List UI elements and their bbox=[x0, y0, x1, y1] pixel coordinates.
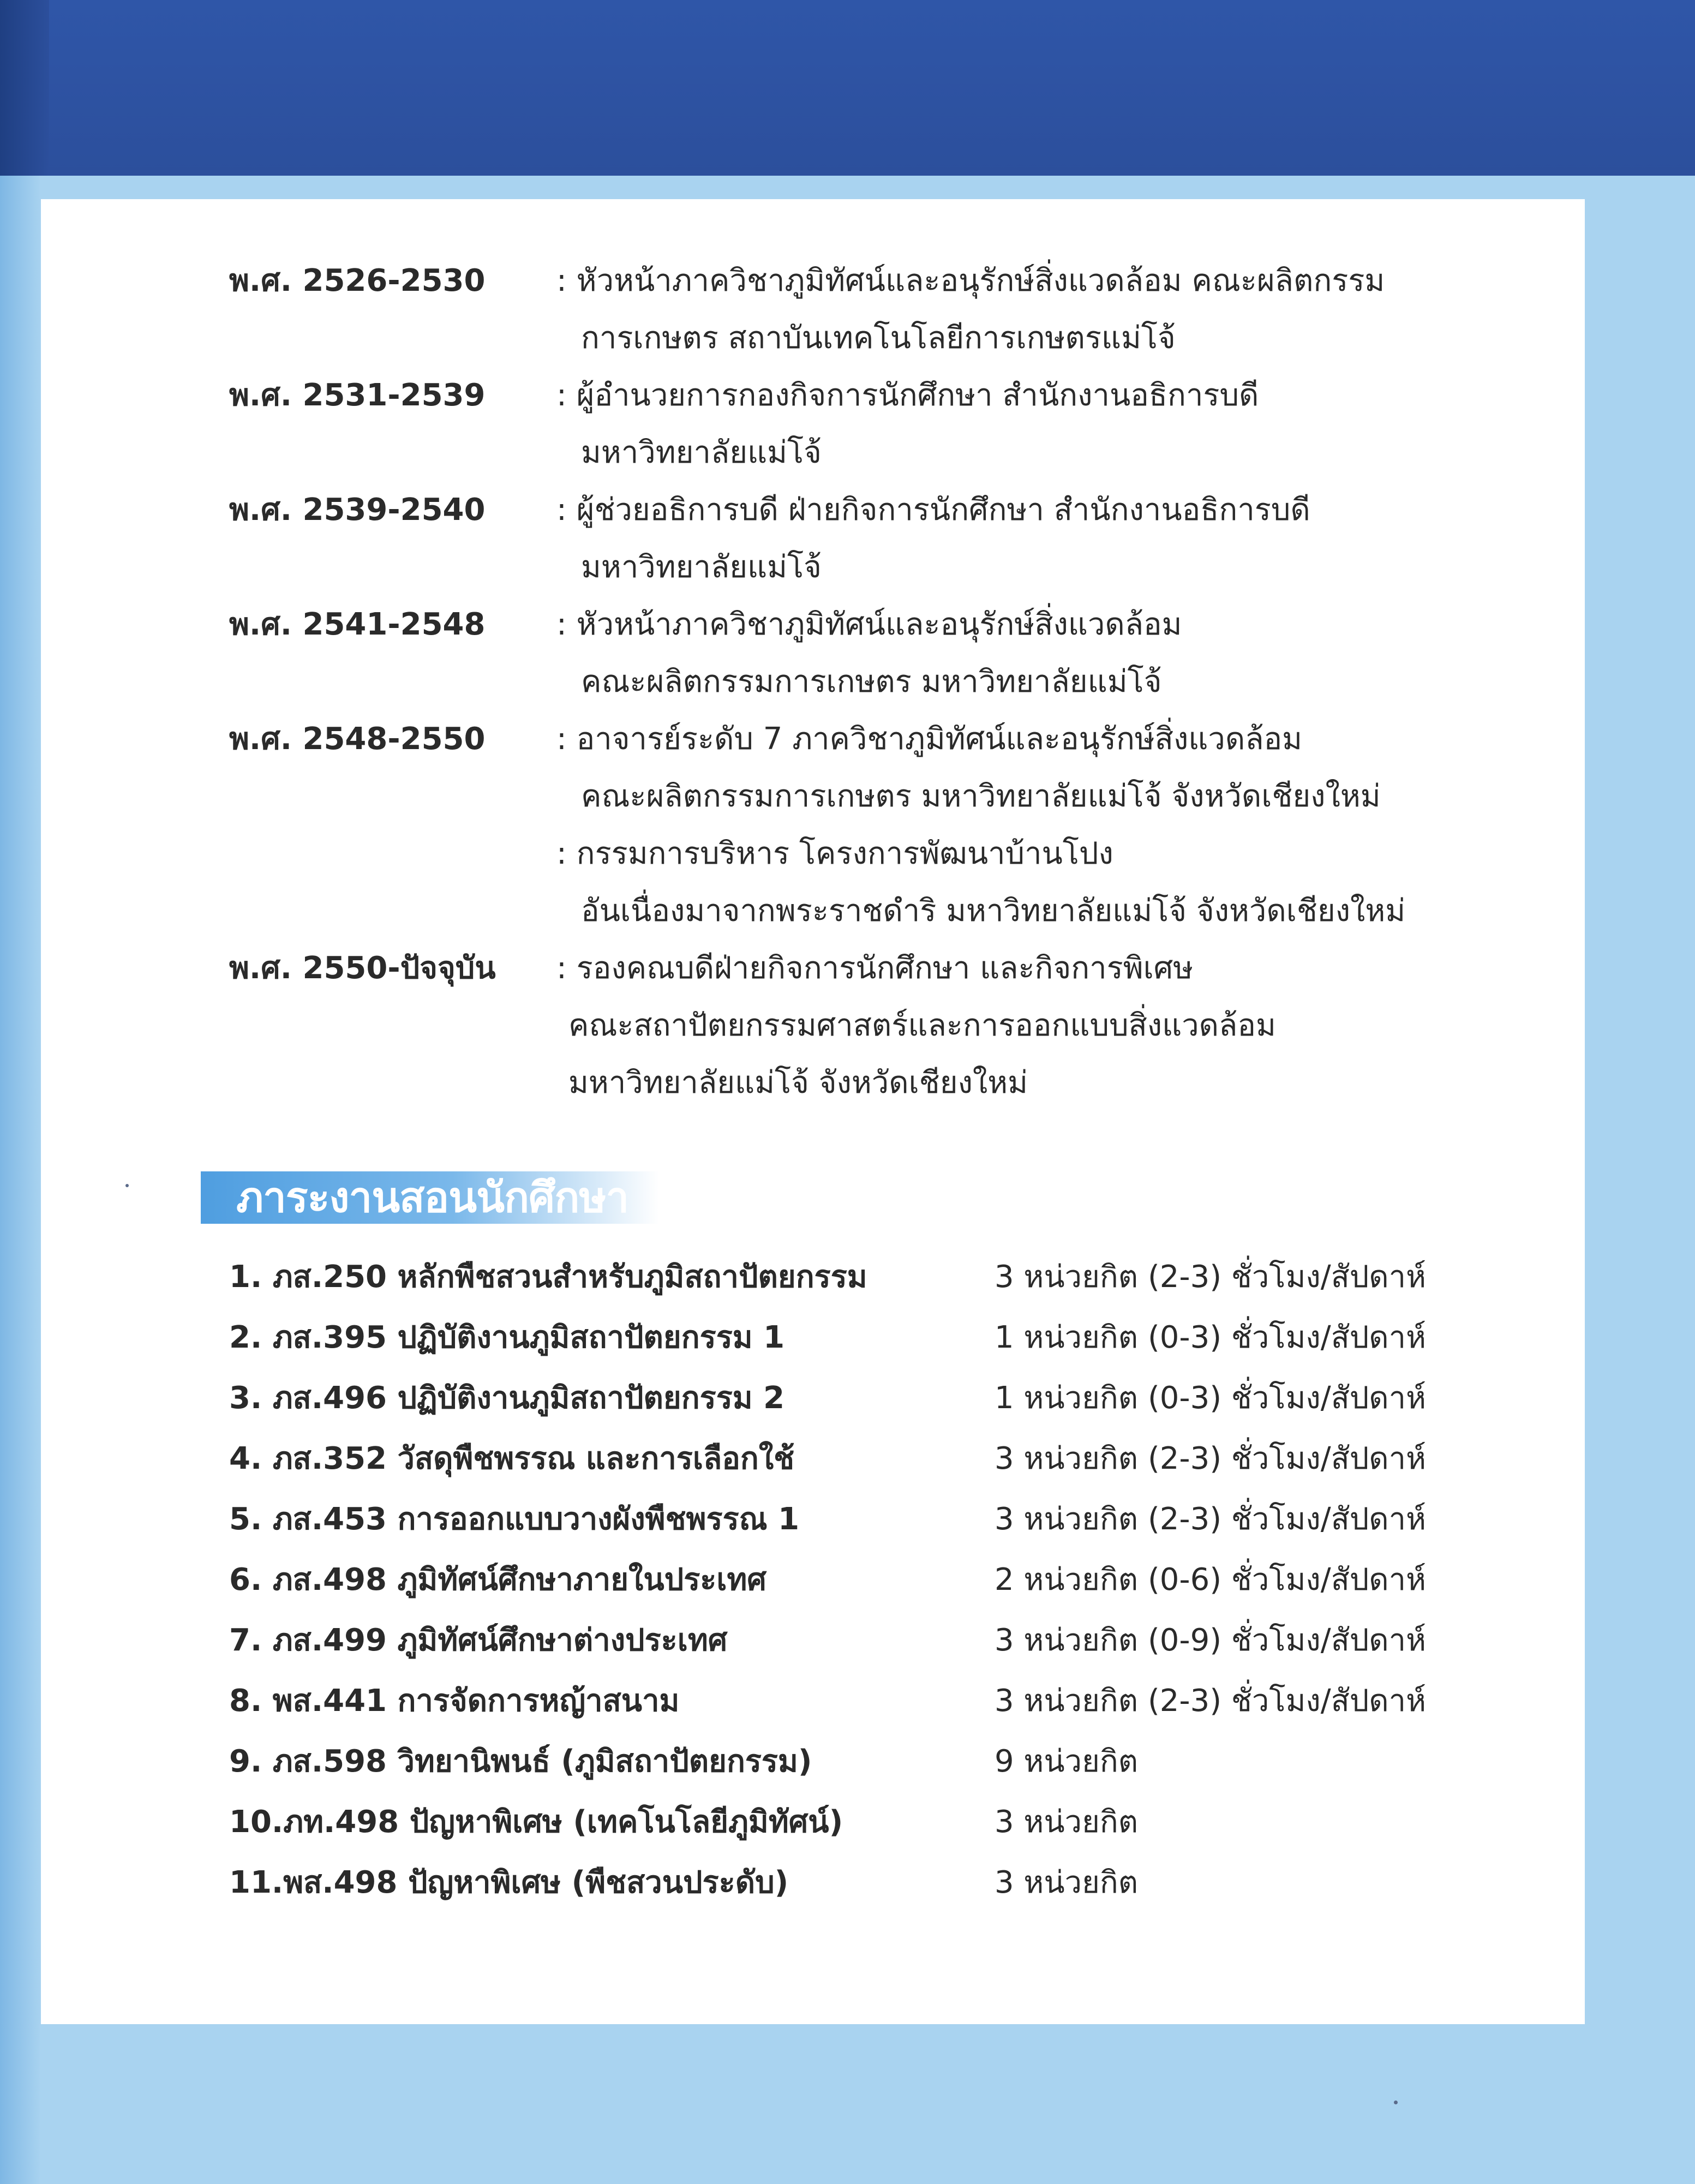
course-name: 5. ภส.453 การออกแบบวางผังพืชพรรณ 1 bbox=[229, 1501, 800, 1537]
career-description bbox=[556, 596, 1429, 710]
career-line: คณะผลิตกรรมการเกษตร มหาวิทยาลัยแม่โจ้ จังหวัดเชียงใหม่ bbox=[581, 779, 1381, 814]
header-band bbox=[0, 0, 1695, 176]
course-name: 6. ภส.498 ภูมิทัศน์ศึกษาภายในประเทศ bbox=[229, 1562, 766, 1597]
career-period bbox=[229, 825, 556, 940]
course-name: 9. ภส.598 วิทยานิพนธ์ (ภูมิสถาปัตยกรรม) bbox=[229, 1744, 812, 1779]
career-line: : อาจารย์ระดับ 7 ภาควิชาภูมิทัศน์และอนุรักษ์สิ่งแวดล้อม bbox=[556, 721, 1303, 757]
career-row bbox=[229, 596, 1429, 710]
career-period: พ.ศ. 2531-2539 bbox=[229, 378, 486, 413]
list-item bbox=[229, 1610, 1484, 1671]
header-band-edge bbox=[0, 0, 49, 176]
career-row bbox=[229, 252, 1429, 367]
course-name: 3. ภส.496 ปฏิบัติงานภูมิสถาปัตยกรรม 2 bbox=[229, 1380, 785, 1416]
career-line: : หัวหน้าภาควิชาภูมิทัศน์และอนุรักษ์สิ่งแวดล้อม bbox=[556, 607, 1182, 642]
career-row bbox=[229, 481, 1429, 596]
career-period: พ.ศ. 2539-2540 bbox=[229, 492, 486, 528]
career-period: พ.ศ. 2550-ปัจจุบัน bbox=[229, 950, 496, 986]
course-name: 7. ภส.499 ภูมิทัศน์ศึกษาต่างประเทศ bbox=[229, 1623, 728, 1658]
career-row bbox=[229, 825, 1429, 940]
list-item bbox=[229, 1671, 1484, 1731]
list-item bbox=[229, 1428, 1484, 1489]
page-left-strip bbox=[0, 176, 41, 2184]
career-line: คณะผลิตกรรมการเกษตร มหาวิทยาลัยแม่โจ้ bbox=[581, 664, 1162, 699]
list-item bbox=[229, 1852, 1484, 1913]
list-item bbox=[229, 1307, 1484, 1368]
course-credit: 3 หน่วยกิต bbox=[995, 1804, 1139, 1840]
course-credit: 1 หน่วยกิต (0-3) ชั่วโมง/สัปดาห์ bbox=[995, 1320, 1427, 1355]
course-credit: 3 หน่วยกิต (2-3) ชั่วโมง/สัปดาห์ bbox=[995, 1441, 1427, 1476]
course-name: 2. ภส.395 ปฏิบัติงานภูมิสถาปัตยกรรม 1 bbox=[229, 1320, 785, 1355]
course-name: 10.ภท.498 ปัญหาพิเศษ (เทคโนโลยีภูมิทัศน์) bbox=[229, 1804, 843, 1840]
list-item bbox=[229, 1247, 1484, 1307]
course-credit: 2 หน่วยกิต (0-6) ชั่วโมง/สัปดาห์ bbox=[995, 1562, 1427, 1597]
career-description bbox=[556, 481, 1429, 596]
list-item bbox=[229, 1368, 1484, 1428]
career-line: คณะสถาปัตยกรรมศาสตร์และการออกแบบสิ่งแวดล้อม bbox=[568, 1008, 1276, 1043]
career-line: : กรรมการบริหาร โครงการพัฒนาบ้านโปง bbox=[556, 836, 1113, 871]
career-period: พ.ศ. 2541-2548 bbox=[229, 607, 486, 642]
career-line: มหาวิทยาลัยแม่โจ้ จังหวัดเชียงใหม่ bbox=[568, 1065, 1028, 1100]
career-row bbox=[229, 940, 1429, 1111]
career-description bbox=[556, 710, 1429, 825]
career-row bbox=[229, 710, 1429, 825]
course-credit: 9 หน่วยกิต bbox=[995, 1744, 1139, 1779]
list-item bbox=[229, 1731, 1484, 1792]
career-description bbox=[556, 252, 1429, 367]
course-credit: 3 หน่วยกิต (0-9) ชั่วโมง/สัปดาห์ bbox=[995, 1623, 1427, 1658]
course-credit: 3 หน่วยกิต (2-3) ชั่วโมง/สัปดาห์ bbox=[995, 1683, 1427, 1719]
section-heading bbox=[201, 1171, 659, 1224]
list-item bbox=[229, 1489, 1484, 1549]
career-line: : รองคณบดีฝ่ายกิจการนักศึกษา และกิจการพิเศษ bbox=[556, 950, 1194, 986]
career-line: มหาวิทยาลัยแม่โจ้ bbox=[581, 549, 822, 585]
print-speck bbox=[125, 1184, 129, 1187]
career-line: : หัวหน้าภาควิชาภูมิทัศน์และอนุรักษ์สิ่งแวดล้อม คณะผลิตกรรม bbox=[556, 263, 1385, 298]
section-heading-text: ภาระงานสอนนักศึกษา bbox=[236, 1173, 629, 1222]
course-name: 11.พส.498 ปัญหาพิเศษ (พืชสวนประดับ) bbox=[229, 1865, 789, 1900]
course-name: 4. ภส.352 วัสดุพืชพรรณ และการเลือกใช้ bbox=[229, 1441, 795, 1476]
course-credit: 3 หน่วยกิต bbox=[995, 1865, 1139, 1900]
career-line: มหาวิทยาลัยแม่โจ้ bbox=[581, 435, 822, 470]
course-credit: 1 หน่วยกิต (0-3) ชั่วโมง/สัปดาห์ bbox=[995, 1380, 1427, 1416]
career-period: พ.ศ. 2526-2530 bbox=[229, 263, 486, 298]
career-row bbox=[229, 367, 1429, 481]
career-line: อันเนื่องมาจากพระราชดำริ มหาวิทยาลัยแม่โจ้ จังหวัดเชียงใหม่ bbox=[581, 893, 1406, 929]
course-list bbox=[229, 1247, 1484, 1913]
career-history bbox=[229, 252, 1429, 1111]
course-name: 8. พส.441 การจัดการหญ้าสนาม bbox=[229, 1683, 680, 1719]
list-item bbox=[229, 1792, 1484, 1852]
course-credit: 3 หน่วยกิต (2-3) ชั่วโมง/สัปดาห์ bbox=[995, 1259, 1427, 1295]
course-credit: 3 หน่วยกิต (2-3) ชั่วโมง/สัปดาห์ bbox=[995, 1501, 1427, 1537]
list-item bbox=[229, 1549, 1484, 1610]
career-line: : ผู้อำนวยการกองกิจการนักศึกษา สำนักงานอธิการบดี bbox=[556, 378, 1259, 413]
career-description bbox=[556, 825, 1429, 940]
course-name: 1. ภส.250 หลักพืชสวนสำหรับภูมิสถาปัตยกรรม bbox=[229, 1259, 867, 1295]
career-description bbox=[556, 367, 1429, 481]
career-period: พ.ศ. 2548-2550 bbox=[229, 721, 486, 757]
print-speck bbox=[1394, 2101, 1398, 2104]
career-description bbox=[556, 940, 1429, 1111]
career-line: การเกษตร สถาบันเทคโนโลยีการเกษตรแม่โจ้ bbox=[581, 320, 1176, 356]
career-line: : ผู้ช่วยอธิการบดี ฝ่ายกิจการนักศึกษา สำนักงานอธิการบดี bbox=[556, 492, 1310, 528]
